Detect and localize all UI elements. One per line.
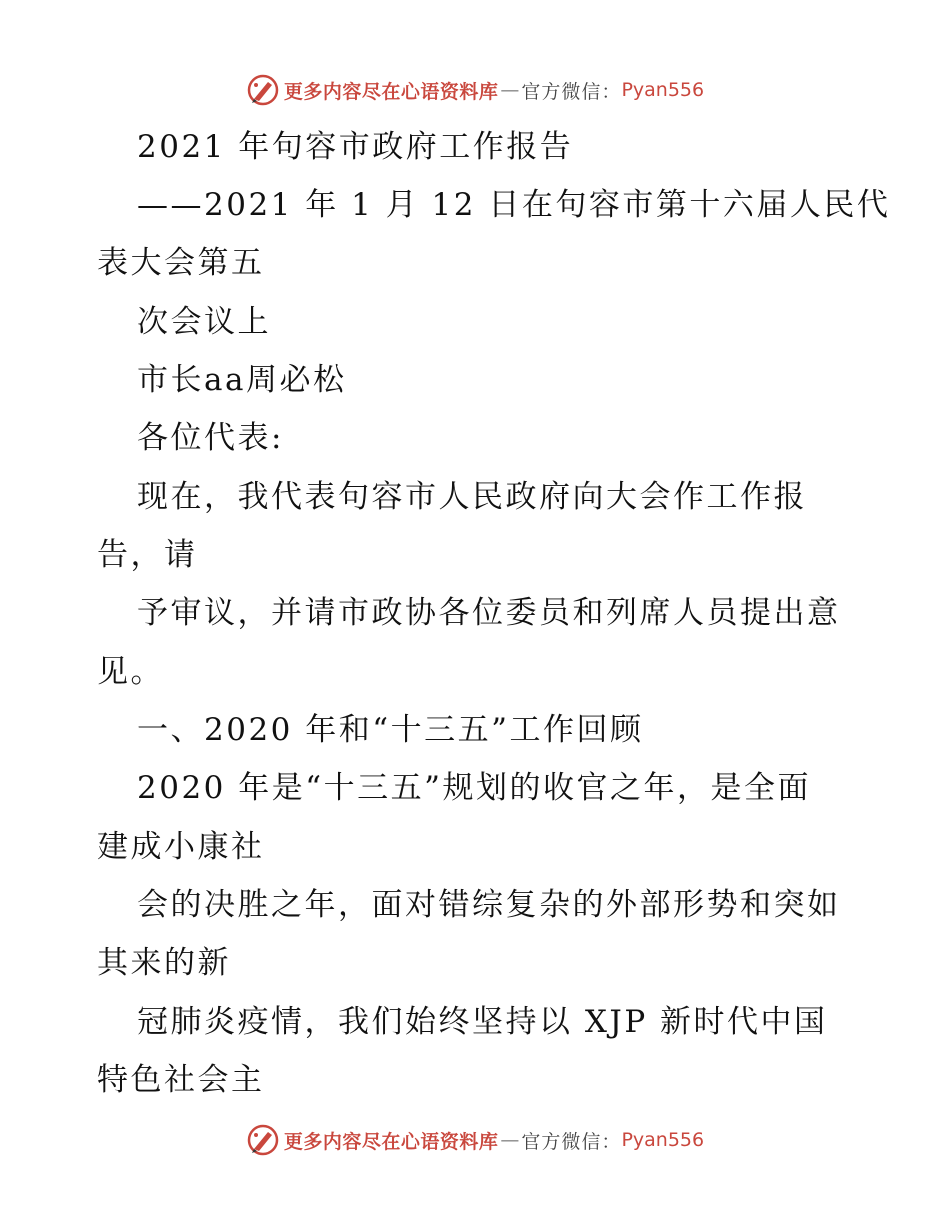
footer-watermark xyxy=(0,1120,950,1160)
watermark-account: Pyan556 xyxy=(621,1129,705,1151)
doc-line: 一、2020 年和“十三五”工作回顾 xyxy=(137,712,644,748)
doc-line: 见。 xyxy=(97,654,164,690)
watermark-wechat-label: 官方微信： xyxy=(521,1130,622,1153)
doc-line: 冠肺炎疫情，我们始终坚持以 XJP 新时代中国 xyxy=(137,1004,828,1040)
doc-line: 2021 年句容市政府工作报告 xyxy=(137,129,574,165)
pen-logo-icon xyxy=(246,1123,280,1157)
doc-line: 特色社会主 xyxy=(97,1062,265,1098)
doc-line: 会的决胜之年，面对错综复杂的外部形势和突如 xyxy=(137,887,841,923)
doc-line: ——2021 年 1 月 12 日在句容市第十六届人民代 xyxy=(137,187,891,223)
watermark-brand-text: 更多内容尽在心语资料库 xyxy=(283,80,499,103)
doc-line: 建成小康社 xyxy=(97,829,265,865)
watermark-separator: — xyxy=(500,79,520,101)
doc-line: 现在，我代表句容市人民政府向大会作工作报 xyxy=(137,479,807,515)
doc-line: 其来的新 xyxy=(97,945,231,981)
header-watermark xyxy=(0,70,950,110)
watermark-wechat-label: 官方微信： xyxy=(521,80,622,103)
doc-line: 表大会第五 xyxy=(97,245,265,281)
doc-line: 次会议上 xyxy=(137,304,271,340)
doc-line: 市长aa周必松 xyxy=(137,362,347,398)
doc-line: 2020 年是“十三五”规划的收官之年，是全面 xyxy=(137,770,811,806)
doc-line: 予审议，并请市政协各位委员和列席人员提出意 xyxy=(137,595,841,631)
doc-line: 各位代表: xyxy=(137,420,284,456)
doc-line: 告，请 xyxy=(97,537,198,573)
pen-logo-icon xyxy=(246,73,280,107)
watermark-separator: — xyxy=(500,1129,520,1151)
watermark-account: Pyan556 xyxy=(621,79,705,101)
watermark-brand-text: 更多内容尽在心语资料库 xyxy=(283,1130,499,1153)
